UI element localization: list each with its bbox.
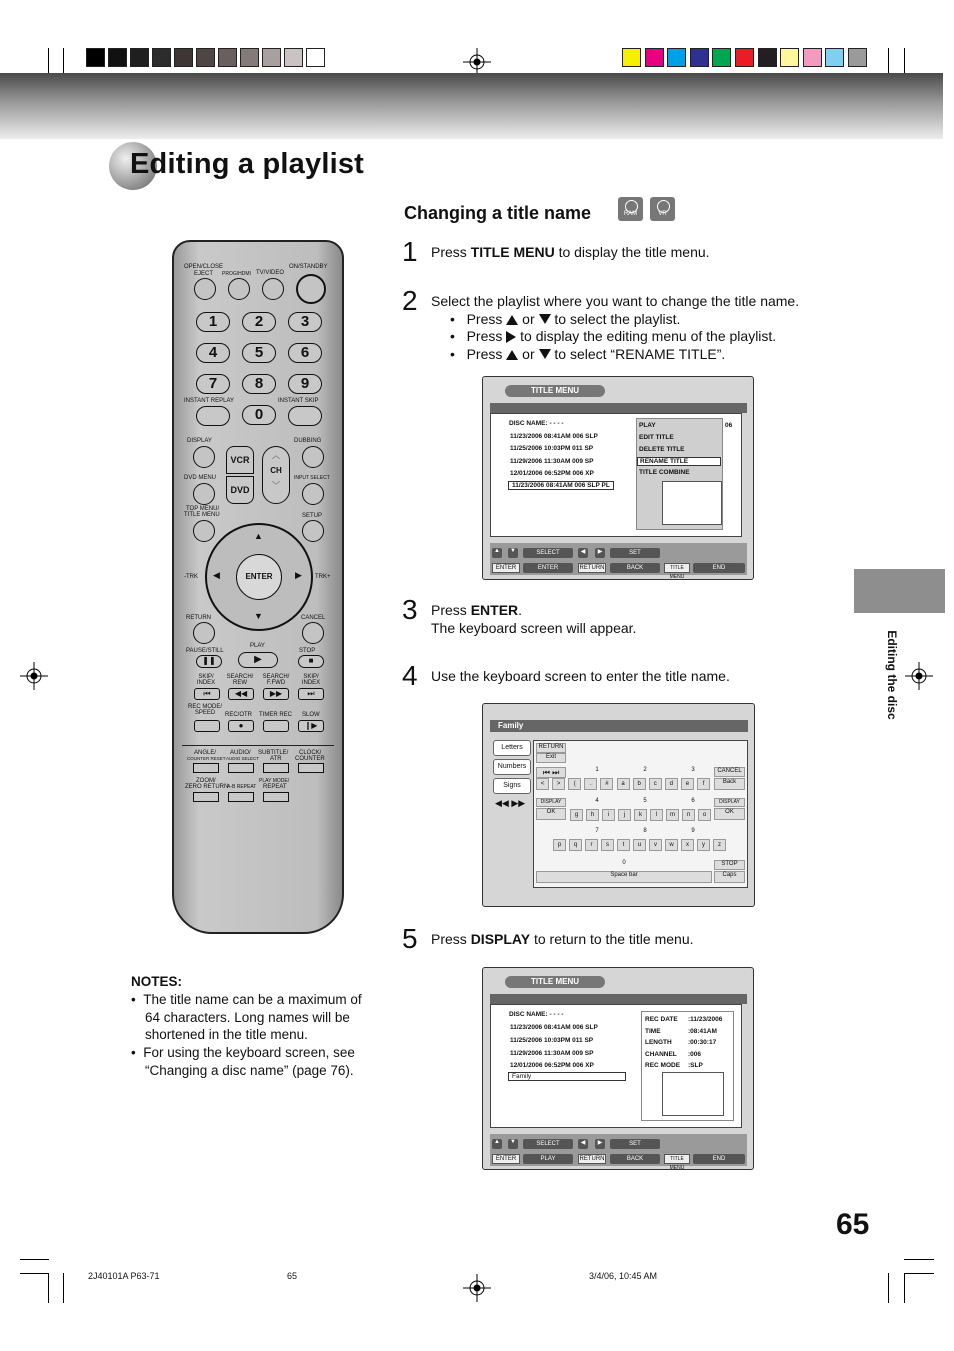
- select-label: SELECT: [523, 548, 573, 558]
- enter-button[interactable]: ENTER: [236, 554, 282, 600]
- key[interactable]: i: [602, 809, 615, 821]
- title-row[interactable]: 11/23/2006 08:41AM 006 SLP: [510, 433, 598, 440]
- down-arrow-icon: [539, 314, 551, 324]
- ch-down-icon: ﹀: [272, 481, 280, 490]
- slow-button[interactable]: ❙▶: [298, 720, 324, 732]
- label: SEARCH/ REW: [226, 674, 254, 686]
- label: ZERO RETURN: [185, 784, 229, 790]
- dubbing-button[interactable]: [302, 446, 324, 468]
- screen-list-panel: [490, 1004, 742, 1128]
- color-swatch: [825, 48, 844, 67]
- label: TIMER REC: [259, 712, 292, 718]
- title-row[interactable]: 11/25/2006 10:03PM 011 SP: [510, 445, 594, 452]
- left-button[interactable]: ◀: [578, 1139, 588, 1149]
- crop-mark: [48, 1273, 49, 1303]
- grayscale-swatch: [86, 48, 105, 67]
- step-bullet: • Press or to select “RENAME TITLE”.: [450, 346, 726, 362]
- thumbnail: [662, 481, 722, 525]
- rec-mode-button[interactable]: [194, 720, 220, 732]
- vcr-button[interactable]: VCR: [226, 446, 254, 474]
- timer-rec-button[interactable]: [263, 720, 289, 732]
- down-button[interactable]: ▼: [508, 548, 518, 558]
- number-key[interactable]: 2: [242, 312, 276, 332]
- registration-target-icon: [463, 48, 491, 76]
- side-label: Editing the disc: [885, 630, 899, 720]
- key[interactable]: j: [618, 809, 631, 821]
- label: STOP: [299, 648, 316, 654]
- ch-label: CH: [270, 466, 282, 475]
- key[interactable]: .: [584, 778, 597, 790]
- play-mode-button[interactable]: [263, 792, 289, 802]
- label: DUBBING: [294, 438, 322, 444]
- return-key[interactable]: RETURN: [579, 1156, 605, 1162]
- info-value: :08:41AM: [688, 1027, 717, 1035]
- info-key: CHANNEL: [645, 1050, 677, 1058]
- key[interactable]: o: [698, 809, 711, 821]
- color-swatch: [645, 48, 664, 67]
- grayscale-swatch: [218, 48, 237, 67]
- number-key[interactable]: 1: [196, 312, 230, 332]
- label: CLOCK/: [299, 750, 322, 756]
- down-arrow-icon: [539, 349, 551, 359]
- skip-forward-button[interactable]: ⏭: [298, 688, 324, 700]
- select-label: SELECT: [523, 1139, 573, 1149]
- grayscale-swatch: [174, 48, 193, 67]
- up-arrow-icon[interactable]: ▲: [254, 531, 263, 541]
- label: EJECT: [194, 271, 214, 277]
- cancel-button[interactable]: [302, 622, 324, 644]
- right-arrow-icon: [506, 331, 516, 343]
- menu-item[interactable]: DELETE TITLE: [639, 446, 685, 453]
- info-key: REC DATE: [645, 1016, 678, 1023]
- exit-key[interactable]: Exit: [536, 753, 566, 763]
- page-number: 65: [836, 1208, 870, 1241]
- grayscale-swatch: [130, 48, 149, 67]
- key[interactable]: n: [682, 809, 695, 821]
- key[interactable]: x: [681, 839, 694, 851]
- key[interactable]: l: [650, 809, 663, 821]
- key-group-number: 4: [595, 798, 599, 804]
- number-key[interactable]: 0: [242, 405, 276, 425]
- display-key[interactable]: DISPLAY: [714, 798, 745, 807]
- keyboard-title: Family: [490, 720, 748, 732]
- number-key[interactable]: 4: [196, 343, 230, 363]
- key[interactable]: u: [633, 839, 646, 851]
- page-arrows-icon: ◀◀ ▶▶: [495, 798, 526, 808]
- screen-list-panel: [490, 413, 742, 537]
- title-row-selected[interactable]: Family: [508, 1072, 626, 1081]
- key[interactable]: <: [536, 778, 549, 790]
- info-value: :SLP: [688, 1062, 703, 1069]
- color-swatch: [758, 48, 777, 67]
- crop-mark: [20, 1273, 49, 1274]
- clock-button[interactable]: [298, 763, 324, 773]
- number-key[interactable]: 5: [242, 343, 276, 363]
- stop-key[interactable]: STOP: [714, 860, 745, 870]
- right-arrow-icon[interactable]: ▶: [295, 570, 302, 580]
- enter-label: ENTER: [523, 563, 573, 573]
- color-swatch: [690, 48, 709, 67]
- color-swatch: [735, 48, 754, 67]
- right-button[interactable]: ▶: [595, 1139, 605, 1149]
- note-item: • For using the keyboard screen, see “Changing a disc name” (page 76).: [131, 1045, 355, 1078]
- crop-mark: [904, 48, 905, 74]
- step-number: 2: [402, 285, 418, 316]
- info-value: :00:30:17: [688, 1039, 717, 1046]
- label: RETURN: [186, 615, 211, 621]
- partial-text: 06: [725, 422, 733, 429]
- color-swatch: [803, 48, 822, 67]
- back-label: BACK: [610, 1154, 660, 1164]
- vr-disc-icon: VR: [650, 197, 675, 221]
- ch-up-icon: ︿: [272, 451, 280, 460]
- section-title: Changing a title name: [404, 203, 592, 223]
- crop-mark: [48, 48, 49, 74]
- label: COUNTER RESET: [187, 756, 226, 761]
- up-button[interactable]: ▲: [492, 1139, 502, 1149]
- key[interactable]: d: [665, 778, 678, 790]
- dvd-button[interactable]: DVD: [226, 476, 254, 504]
- menu-item-selected[interactable]: RENAME TITLE: [637, 457, 721, 466]
- key-group-number: 8: [643, 828, 647, 834]
- grayscale-swatch: [284, 48, 303, 67]
- footer-right: 3/4/06, 10:45 AM: [589, 1271, 658, 1281]
- label: SKIP/ INDEX: [196, 674, 216, 686]
- info-panel: [641, 1011, 734, 1121]
- key-group-number: 1: [595, 767, 599, 773]
- label: INSTANT REPLAY: [184, 398, 235, 404]
- divider: [182, 745, 334, 746]
- crop-mark: [888, 48, 889, 74]
- menu-item[interactable]: PLAY: [639, 422, 656, 429]
- key-group-number: 9: [691, 828, 695, 834]
- key-group-number: 6: [691, 798, 695, 804]
- screen-header-bar: [490, 994, 747, 1004]
- key[interactable]: w: [665, 839, 678, 851]
- keyboard-panel: [533, 740, 748, 888]
- info-key: LENGTH: [645, 1039, 672, 1046]
- key-group-number: 7: [595, 828, 599, 834]
- title-menu-key[interactable]: TITLE MENU: [664, 563, 690, 573]
- registration-target-icon: [463, 1274, 491, 1302]
- label: COUNTER: [295, 756, 325, 762]
- grayscale-swatch: [196, 48, 215, 67]
- return-key[interactable]: RETURN: [579, 565, 605, 571]
- step-bullet: • Press or to select the playlist.: [450, 311, 681, 327]
- caps-key[interactable]: Caps: [714, 871, 745, 883]
- edit-menu: [636, 418, 723, 530]
- grayscale-swatch: [262, 48, 281, 67]
- power-button[interactable]: [296, 274, 326, 304]
- key[interactable]: (: [568, 778, 581, 790]
- end-label: END: [693, 1154, 745, 1164]
- rec-button[interactable]: ●: [228, 720, 254, 732]
- key[interactable]: q: [569, 839, 582, 851]
- left-button[interactable]: ◀: [578, 548, 588, 558]
- step-bullet: • Press to display the editing menu of the playlist.: [450, 328, 777, 344]
- label: SETUP: [302, 513, 323, 519]
- title-row[interactable]: 12/01/2006 06:52PM 006 XP: [510, 1062, 594, 1069]
- set-label: SET: [610, 1139, 660, 1149]
- pause-button[interactable]: ❚❚: [196, 655, 222, 668]
- dvd-menu-button[interactable]: [193, 483, 215, 505]
- key[interactable]: k: [634, 809, 647, 821]
- label: AUDIO SELECT: [226, 756, 260, 761]
- label: AUDIO/: [230, 750, 251, 756]
- crop-mark: [904, 1259, 934, 1260]
- label: TV/VIDEO: [256, 270, 285, 276]
- label: SKIP/ INDEX: [301, 674, 321, 686]
- left-arrow-icon[interactable]: ◀: [213, 570, 220, 580]
- step-text: Press ENTER. The keyboard screen will appear.: [431, 602, 637, 636]
- key[interactable]: g: [570, 809, 583, 821]
- display-button[interactable]: [193, 446, 215, 468]
- cancel-key[interactable]: CANCEL: [714, 767, 745, 777]
- setup-button[interactable]: [302, 520, 324, 542]
- zero-key[interactable]: 0: [536, 860, 712, 869]
- footer-left: 2J40101A P63-71: [88, 1271, 160, 1281]
- step-number: 3: [402, 594, 418, 625]
- registration-target-icon: [20, 662, 48, 690]
- up-button[interactable]: ▲: [492, 548, 502, 558]
- label: PAUSE/STILL: [186, 648, 224, 654]
- key[interactable]: s: [601, 839, 614, 851]
- crop-mark: [63, 48, 64, 74]
- menu-item[interactable]: TITLE COMBINE: [639, 469, 690, 476]
- tab-signs[interactable]: Signs: [493, 778, 531, 794]
- dpad[interactable]: [205, 523, 313, 631]
- label: OPEN/CLOSE: [184, 264, 224, 270]
- label: ZOOM/: [196, 778, 216, 784]
- right-button[interactable]: ▶: [595, 548, 605, 558]
- number-key[interactable]: 9: [288, 374, 322, 394]
- registration-target-icon: [905, 662, 933, 690]
- number-key[interactable]: 3: [288, 312, 322, 332]
- key[interactable]: m: [666, 809, 679, 821]
- instant-skip-button[interactable]: [288, 406, 322, 426]
- channel-rocker[interactable]: [262, 446, 290, 504]
- label: A-B REPEAT: [227, 784, 257, 790]
- angle-button[interactable]: [193, 763, 219, 773]
- page-title: Editing a playlist: [130, 148, 365, 180]
- info-value: :11/23/2006: [688, 1016, 723, 1023]
- info-key: REC MODE: [645, 1062, 681, 1069]
- key[interactable]: h: [586, 809, 599, 821]
- number-key[interactable]: 6: [288, 343, 322, 363]
- info-value: :006: [688, 1050, 702, 1058]
- enter-key[interactable]: ENTER: [492, 563, 520, 573]
- tab-numbers[interactable]: Numbers: [493, 759, 531, 775]
- rewind-button[interactable]: ◀◀: [228, 688, 254, 700]
- crop-mark: [904, 1273, 905, 1303]
- note-item: • The title name can be a maximum of 64 characters. Long names will be shortened in the title menu.: [131, 992, 362, 1042]
- step-number: 1: [402, 236, 418, 267]
- back-key[interactable]: Back: [714, 778, 745, 790]
- notes-heading: NOTES:: [131, 974, 183, 989]
- label: REC MODE/ SPEED: [187, 704, 222, 716]
- number-key[interactable]: 7: [196, 374, 230, 394]
- key[interactable]: p: [553, 839, 566, 851]
- eject-button[interactable]: [194, 278, 216, 300]
- number-key[interactable]: 8: [242, 374, 276, 394]
- step-text: Press DISPLAY to return to the title menu.: [431, 931, 694, 947]
- label: PLAY MODE/: [259, 778, 290, 784]
- title-row[interactable]: 11/23/2006 08:41AM 006 SLP: [510, 1024, 598, 1031]
- crop-mark: [888, 1273, 889, 1303]
- stop-button[interactable]: ■: [298, 655, 324, 668]
- tv-video-button[interactable]: [262, 278, 284, 300]
- label: -TRK: [184, 574, 198, 580]
- label: CANCEL: [301, 615, 326, 621]
- label: INSTANT SKIP: [278, 398, 319, 404]
- enter-key[interactable]: ENTER: [492, 1154, 520, 1164]
- end-label: END: [693, 563, 745, 573]
- skip-back-button[interactable]: ⏮: [194, 688, 220, 700]
- tab-letters[interactable]: Letters: [493, 740, 531, 756]
- header-band: [0, 73, 943, 139]
- label: DVD MENU: [184, 475, 217, 481]
- title-menu-screen-2: [482, 967, 754, 1170]
- down-button[interactable]: ▼: [508, 1139, 518, 1149]
- instant-replay-button[interactable]: [196, 406, 230, 426]
- fast-forward-button[interactable]: ▶▶: [263, 688, 289, 700]
- return-button[interactable]: [193, 622, 215, 644]
- label: TITLE MENU: [184, 512, 220, 518]
- crop-mark: [20, 1259, 49, 1260]
- label: ANGLE/: [194, 750, 217, 756]
- zoom-button[interactable]: [193, 792, 219, 802]
- step-text: Select the playlist where you want to change the title name.: [431, 293, 800, 309]
- screen-title: TITLE MENU: [505, 976, 605, 988]
- play-label: PLAY: [523, 1154, 573, 1164]
- label: SLOW: [302, 712, 320, 718]
- space-bar-key[interactable]: Space bar: [536, 871, 712, 883]
- back-label: BACK: [610, 563, 660, 573]
- a-b-repeat-button[interactable]: [228, 792, 254, 802]
- display-key[interactable]: DISPLAY: [536, 798, 566, 807]
- title-row[interactable]: 11/25/2006 10:03PM 011 SP: [510, 1037, 594, 1044]
- label: TOP MENU/: [186, 506, 220, 512]
- label: SUBTITLE/: [258, 750, 289, 756]
- key[interactable]: >: [552, 778, 565, 790]
- key[interactable]: r: [585, 839, 598, 851]
- title-row-selected[interactable]: 11/23/2006 08:41AM 006 SLP PL: [508, 481, 614, 490]
- key-group-number: 3: [691, 767, 695, 773]
- title-menu-screen: [482, 376, 754, 580]
- color-swatch: [712, 48, 731, 67]
- return-key[interactable]: RETURN: [536, 743, 566, 753]
- crop-mark: [63, 1273, 64, 1303]
- keyboard-screen: [482, 703, 755, 907]
- key[interactable]: #: [600, 778, 613, 790]
- key-group-number: 2: [643, 767, 647, 773]
- screen-title: TITLE MENU: [505, 385, 605, 397]
- color-swatch: [667, 48, 686, 67]
- key[interactable]: z: [713, 839, 726, 851]
- prog-hdmi-button[interactable]: [228, 278, 250, 300]
- color-swatch: [780, 48, 799, 67]
- title-menu-key[interactable]: TITLE MENU: [664, 1154, 690, 1164]
- grayscale-swatch: [240, 48, 259, 67]
- title-row[interactable]: 11/29/2006 11:30AM 009 SP: [510, 458, 594, 465]
- disc-name: DISC NAME: - - - -: [509, 420, 564, 427]
- key[interactable]: f: [697, 778, 710, 790]
- input-select-button[interactable]: [302, 483, 324, 505]
- disc-name: DISC NAME: - - - -: [509, 1011, 564, 1018]
- screen-header-bar: [490, 403, 747, 413]
- thumbnail: [662, 1072, 724, 1116]
- color-swatch: [848, 48, 867, 67]
- grayscale-swatch: [306, 48, 325, 67]
- label: TRK+: [315, 574, 331, 580]
- title-row[interactable]: 11/29/2006 11:30AM 009 SP: [510, 1050, 594, 1057]
- label: REC/OTR: [225, 712, 252, 718]
- grayscale-swatch: [108, 48, 127, 67]
- label: ATR: [270, 756, 282, 762]
- subtitle-button[interactable]: [263, 763, 289, 773]
- crop-mark: [904, 1273, 934, 1274]
- key[interactable]: v: [649, 839, 662, 851]
- step-text: Use the keyboard screen to enter the title name.: [431, 668, 730, 684]
- label: INPUT SELECT: [294, 475, 330, 481]
- ok-key[interactable]: OK: [714, 808, 745, 820]
- info-key: TIME: [645, 1027, 661, 1035]
- down-arrow-icon[interactable]: ▼: [254, 611, 263, 621]
- key[interactable]: b: [633, 778, 646, 790]
- key-group-number: 5: [643, 798, 647, 804]
- color-swatch: [622, 48, 641, 67]
- key[interactable]: a: [617, 778, 630, 790]
- grayscale-swatch: [152, 48, 171, 67]
- key[interactable]: c: [649, 778, 662, 790]
- label: ON/STANDBY: [289, 264, 328, 270]
- label: SEARCH/ F.FWD: [262, 674, 290, 686]
- step-number: 4: [402, 660, 418, 691]
- label: PLAY: [250, 643, 265, 649]
- step-text: Press TITLE MENU to display the title menu.: [431, 244, 710, 260]
- label: DISPLAY: [187, 438, 212, 444]
- key[interactable]: e: [681, 778, 694, 790]
- key[interactable]: t: [617, 839, 630, 851]
- title-menu-button[interactable]: [193, 520, 215, 542]
- play-button[interactable]: ▶: [238, 652, 278, 668]
- key[interactable]: y: [697, 839, 710, 851]
- step-number: 5: [402, 923, 418, 954]
- footer-center: 65: [287, 1271, 298, 1281]
- remote-control: [172, 240, 344, 934]
- up-arrow-icon: [506, 315, 518, 325]
- ok-key[interactable]: OK: [536, 808, 566, 820]
- set-label: SET: [610, 548, 660, 558]
- menu-item[interactable]: EDIT TITLE: [639, 434, 674, 441]
- skip-keys-icon[interactable]: ⏮ ⏭: [536, 767, 566, 778]
- label: PROG/HDMI: [222, 271, 251, 277]
- audio-button[interactable]: [228, 763, 254, 773]
- label: REPEAT: [263, 784, 287, 790]
- up-arrow-icon: [506, 350, 518, 360]
- title-row[interactable]: 12/01/2006 06:52PM 006 XP: [510, 470, 594, 477]
- side-tab: [854, 569, 945, 613]
- ram-disc-icon: RAM: [618, 197, 643, 221]
